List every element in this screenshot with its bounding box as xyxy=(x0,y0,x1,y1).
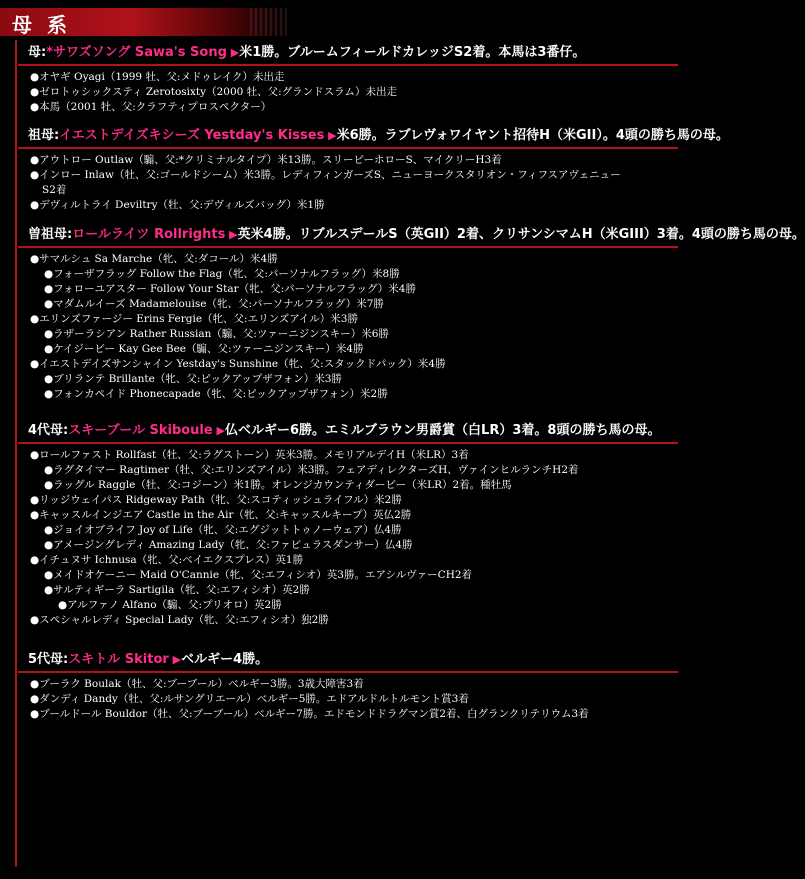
offspring-text: ●デヴィルトライ Deviltry（牡、父:デヴィルズバッグ）米1勝 xyxy=(30,199,325,211)
offspring-text: ●エリンズファージー Erins Fergie（牝、父:エリンズアイル）米3勝 xyxy=(30,313,358,325)
offspring-item xyxy=(30,478,678,493)
generation-header xyxy=(18,226,805,243)
left-rule xyxy=(15,40,17,867)
offspring-item xyxy=(30,523,678,538)
offspring-item xyxy=(30,357,678,372)
offspring-item xyxy=(30,327,678,342)
offspring-item xyxy=(30,677,678,692)
offspring-text: ●ロールファスト Rollfast（牡、父:ラグストーン）英米3勝。メモリアルデイH（米LR）3着 xyxy=(30,449,469,461)
generation-header xyxy=(18,422,678,439)
horse-name: スキトル Skitor xyxy=(68,652,169,667)
generation-label: 5代母: xyxy=(28,652,69,667)
offspring-list xyxy=(18,248,678,402)
triangle-arrow-icon: ▶ xyxy=(168,653,182,666)
offspring-text: ●ブリランテ Brillante（牝、父:ピックアップザフォン）米3勝 xyxy=(44,373,342,385)
offspring-item xyxy=(30,613,678,628)
generation-summary: 仏ベルギー6勝。エミルブラウン男爵賞（白LR）3着。8頭の勝ち馬の母。 xyxy=(225,423,661,438)
offspring-text: ●アウトロー Outlaw（騸、父:*クリミナルタイプ）米13勝。スリーピーホローS、マイクリーH3着 xyxy=(30,154,502,166)
offspring-item xyxy=(30,282,678,297)
offspring-text: ●キャッスルインジエア Castle in the Air（牝、父:キャッスルキープ）英仏2勝 xyxy=(30,509,412,521)
triangle-arrow-icon: ▶ xyxy=(324,129,337,142)
offspring-item xyxy=(30,598,678,613)
horse-name: スキーブール Skiboule xyxy=(68,423,213,438)
offspring-text: ●ラッグル Raggle（牡、父:コジーン）米1勝。オレンジカウンティダービー（米LR）2着。種牡馬 xyxy=(44,479,512,491)
offspring-item xyxy=(30,372,678,387)
offspring-text: ●メイドオケーニー Maid O'Cannie（牝、父:エフィシオ）英3勝。エアシルヴァーCH2着 xyxy=(44,569,473,581)
offspring-text: ●ケイジービー Kay Gee Bee（騸、父:ツァーニジンスキー）米4勝 xyxy=(44,343,364,355)
offspring-item xyxy=(30,100,678,115)
generation-label: 祖母: xyxy=(28,128,60,143)
offspring-list xyxy=(18,673,678,722)
triangle-arrow-icon: ▶ xyxy=(212,424,226,437)
generation-header xyxy=(18,651,678,668)
offspring-text: ●フォンカペイド Phonecapade（牝、父:ピックアップザフォン）米2勝 xyxy=(44,388,388,400)
offspring-text: ●ダンディ Dandy（牡、父:ルサングリエール）ベルギー5勝。エドアルドルトルモント賞3着 xyxy=(30,693,469,705)
offspring-item xyxy=(30,448,678,463)
generation-dam xyxy=(18,44,678,115)
offspring-text: ●イチュヌサ Ichnusa（牝、父:ベイエクスプレス）英1勝 xyxy=(30,554,304,566)
offspring-item xyxy=(30,252,678,267)
triangle-arrow-icon: ▶ xyxy=(226,46,240,59)
generation-label: 4代母: xyxy=(28,423,69,438)
offspring-text-continued: S2着 xyxy=(42,184,67,196)
offspring-text: ●イエストデイズサンシャイン Yestday's Sunshine（牝、父:スタックドパック）米4勝 xyxy=(30,358,446,370)
offspring-item xyxy=(30,463,678,478)
offspring-text: ●ブーラク Boulak（牡、父:ブーブール）ベルギー3勝。3歳大障害3着 xyxy=(30,678,364,690)
offspring-list xyxy=(18,66,678,115)
offspring-text: ●フォーザフラッグ Follow the Flag（牝、父:パーソナルフラッグ）米8勝 xyxy=(44,268,400,280)
offspring-text: ●ゼロトゥシックスティ Zerotosixty（2000 牡、父:グランドスラム）未出走 xyxy=(30,86,397,98)
offspring-item xyxy=(30,342,678,357)
offspring-item xyxy=(30,553,678,568)
generation-header xyxy=(18,44,678,61)
offspring-text: ●マダムルイーズ Madamelouise（牝、父:パーソナルフラッグ）米7勝 xyxy=(44,298,384,310)
offspring-text: ●フォローユアスター Follow Your Star（牝、父:パーソナルフラッグ）米4勝 xyxy=(44,283,416,295)
horse-name: イエストデイズキシーズ Yestday's Kisses xyxy=(59,128,325,143)
generation-summary: 米1勝。ブルームフィールドカレッジS2着。本馬は3番仔。 xyxy=(239,45,586,60)
section-title-bar xyxy=(0,8,290,36)
offspring-text: ●サルティギーラ Sartigila（牝、父:エフィシオ）英2勝 xyxy=(44,584,310,596)
offspring-item xyxy=(30,493,678,508)
generation-label: 曽祖母: xyxy=(28,227,73,242)
generation-label: 母: xyxy=(28,45,47,60)
offspring-text: ●アメージングレディ Amazing Lady（牝、父:ファビュラスダンサー）仏4勝 xyxy=(44,539,413,551)
offspring-item xyxy=(30,312,678,327)
offspring-text: ●アルファノ Alfano（騸、父:プリオロ）英2勝 xyxy=(58,599,282,611)
offspring-text: ●ジョイオブライフ Joy of Life（牝、父:エグジットトゥノーウェア）仏4勝 xyxy=(44,524,402,536)
generation-5th-dam xyxy=(18,651,678,722)
generation-4th-dam xyxy=(18,422,678,628)
generation-great-granddam xyxy=(18,226,805,402)
offspring-text: ●ラグタイマー Ragtimer（牡、父:エリンズアイル）米3勝。フェアディレクターズH、ヴァインヒルランチH2着 xyxy=(44,464,579,476)
offspring-item xyxy=(30,692,678,707)
offspring-item xyxy=(30,538,678,553)
horse-name: ロールライツ Rollrights xyxy=(72,227,226,242)
offspring-item xyxy=(30,267,678,282)
offspring-item xyxy=(30,568,678,583)
offspring-text: ●サマルシュ Sa Marche（牝、父:ダコール）米4勝 xyxy=(30,253,278,265)
offspring-item xyxy=(30,85,678,100)
offspring-item xyxy=(30,297,678,312)
offspring-text: ●本馬（2001 牡、父:クラフティプロスペクター） xyxy=(30,101,272,113)
triangle-arrow-icon: ▶ xyxy=(225,228,238,241)
generation-granddam xyxy=(18,127,729,213)
offspring-item xyxy=(30,583,678,598)
generation-header xyxy=(18,127,729,144)
offspring-list xyxy=(18,149,678,213)
offspring-item xyxy=(30,707,678,722)
generation-summary: 米6勝。ラブレヴォワイヤント招待H（米GII）。4頭の勝ち馬の母。 xyxy=(336,128,729,143)
generation-summary: ベルギー4勝。 xyxy=(181,652,269,667)
offspring-text: ●ラザーラシアン Rather Russian（騸、父:ツァーニジンスキー）米6勝 xyxy=(44,328,389,340)
offspring-item xyxy=(30,70,678,85)
offspring-item xyxy=(30,508,678,523)
horse-name: *サワズソング Sawa's Song xyxy=(46,45,227,60)
offspring-item xyxy=(30,153,678,168)
offspring-item xyxy=(30,198,678,213)
offspring-item xyxy=(30,387,678,402)
offspring-text: ●ブールドール Bouldor（牡、父:ブーブール）ベルギー7勝。エドモンドドラグマン賞2着、白グランクリテリウム3着 xyxy=(30,708,589,720)
generation-summary: 英米4勝。リブルスデールS（英GII）2着、クリサンシマムH（米GIII）3着。4頭の勝ち馬の母。 xyxy=(237,227,805,242)
offspring-text: ●スペシャルレディ Special Lady（牝、父:エフィシオ）独2勝 xyxy=(30,614,329,626)
offspring-list xyxy=(18,444,678,628)
section-title: 母 系 xyxy=(12,13,71,37)
offspring-text: ●インロー Inlaw（牡、父:ゴールドシーム）米3勝。レディフィンガーズS、ニューヨークスタリオン・フィフスアヴェニュー xyxy=(30,169,621,181)
offspring-text: ●リッジウェイパス Ridgeway Path（牝、父:スコティッシュライフル）米2勝 xyxy=(30,494,402,506)
offspring-item xyxy=(30,168,678,198)
offspring-text: ●オヤギ Oyagi（1999 牡、父:メドゥレイク）未出走 xyxy=(30,71,285,83)
